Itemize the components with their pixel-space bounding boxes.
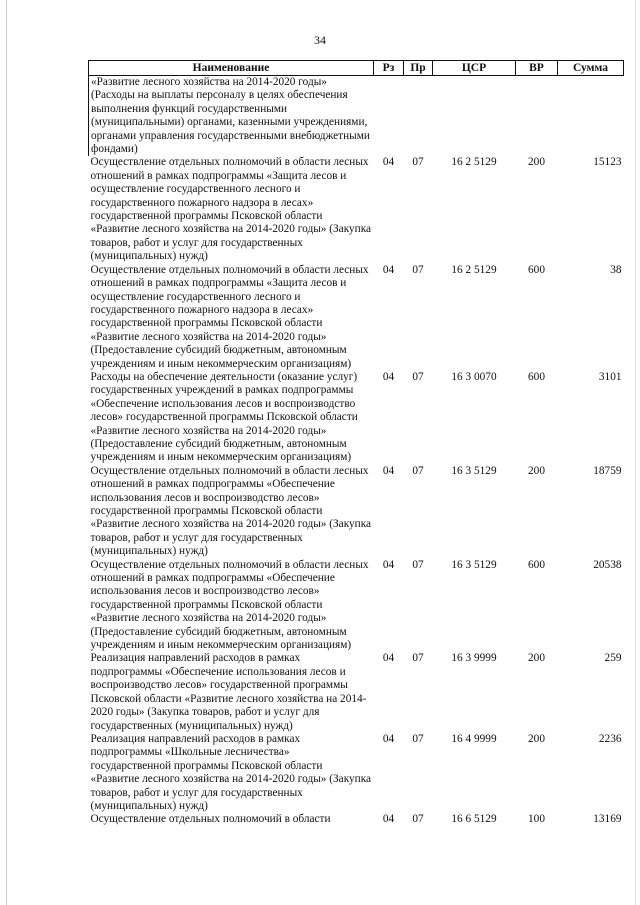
row-rz: 04 [382, 370, 395, 383]
row-name: Осуществление отдельных полномочий в области [90, 813, 331, 826]
row-pr: 07 [412, 370, 424, 383]
table-row [89, 652, 624, 732]
row-rz: 04 [382, 813, 395, 826]
page-number: 34 [314, 33, 326, 47]
table-row [89, 76, 624, 157]
row-sum: 38 [610, 263, 622, 276]
header-name: Наименование [89, 61, 374, 76]
row-name: Осуществление отдельных полномочий в области лесных отношений в рамках подпрограммы «Защита лесов и осуществление государственного лесного и государственного пожарного надзора в лесах» государственной программы Псковской области «Развитие лесного хозяйства на 2014-2020 годы» (Предоставление субсидий бюджетным, автономным учреждениям и иным некоммерческим организациям) [90, 263, 369, 370]
row-pr: 07 [412, 652, 424, 665]
row-rz: 04 [382, 263, 395, 276]
table-row [89, 813, 624, 826]
row-csr: 16 3 5129 [451, 558, 497, 571]
row-name: «Развитие лесного хозяйства на 2014-2020 годы» (Расходы на выплаты персоналу в целях обеспечения выполнения функций государственными (муниципальными) органами, казенными учреждениями, органами управления государственными внебюджетными фондами) [89, 76, 374, 157]
row-vr: 200 [528, 652, 545, 665]
row-vr: 600 [528, 558, 545, 571]
row-vr: 200 [528, 732, 545, 745]
row-csr: 16 2 5129 [451, 156, 497, 169]
row-sum: 3101 [598, 370, 622, 383]
row-rz: 04 [382, 558, 395, 571]
row-csr: 16 3 9999 [451, 652, 497, 665]
table-row [89, 559, 624, 653]
row-pr: 07 [412, 263, 424, 276]
table-row [89, 264, 624, 371]
row-rz: 04 [382, 652, 395, 665]
header-pr: Пр [404, 61, 433, 76]
row-sum [558, 76, 624, 157]
row-sum: 13169 [593, 813, 622, 826]
table-row [89, 465, 624, 559]
row-rz: 04 [382, 732, 395, 745]
row-pr [404, 76, 433, 157]
row-csr: 16 3 5129 [451, 464, 497, 477]
table-row [89, 371, 624, 465]
scan-edge-right [635, 0, 636, 905]
row-rz: 04 [382, 156, 395, 169]
row-sum: 15123 [593, 156, 622, 169]
row-vr: 100 [528, 813, 545, 826]
row-sum: 18759 [593, 464, 622, 477]
header-vr: ВР [516, 61, 558, 76]
row-name: Осуществление отдельных полномочий в области лесных отношений в рамках подпрограммы «Обеспечение использования лесов и воспроизводство лесов» государственной программы Псковской области «Развитие лесного хозяйства на 2014-2020 годы» (Предоставление субсидий бюджетным, автономным учреждениям и иным некоммерческим организациям) [90, 558, 369, 652]
row-name: Реализация направлений расходов в рамках подпрограммы «Школьные лесничества» государственной программы Псковской области «Развитие лесного хозяйства на 2014-2020 годы» (Закупка товаров, работ и услуг для государственных (муниципальных) нужд) [90, 732, 372, 812]
row-csr: 16 2 5129 [451, 263, 497, 276]
row-pr: 07 [412, 813, 424, 826]
row-sum: 2236 [598, 732, 622, 745]
row-vr: 600 [528, 263, 545, 276]
row-vr [516, 76, 558, 157]
header-csr: ЦСР [433, 61, 516, 76]
row-sum: 20538 [593, 558, 622, 571]
budget-table [88, 60, 624, 827]
header-sum: Сумма [558, 61, 624, 76]
row-name: Реализация направлений расходов в рамках подпрограммы «Обеспечение использования лесов и воспроизводство лесов» государственной программы Псковской области «Развитие лесного хозяйства на 2014-2020 годы» (Закупка товаров, работ и услуг для государственных (муниципальных) нужд) [90, 652, 367, 732]
row-pr: 07 [412, 558, 424, 571]
row-csr: 16 4 9999 [451, 732, 497, 745]
row-name: Осуществление отдельных полномочий в области лесных отношений в рамках подпрограммы «Обеспечение использования лесов и воспроизводство лесов» государственной программы Псковской области «Развитие лесного хозяйства на 2014-2020 годы» (Закупка товаров, работ и услуг для государственных (муниципальных) нужд) [90, 464, 372, 558]
row-rz: 04 [382, 464, 395, 477]
scan-edge-left [6, 0, 7, 905]
row-pr: 07 [412, 156, 424, 169]
row-csr: 16 3 0070 [451, 370, 497, 383]
table-header-row [89, 61, 624, 76]
row-vr: 200 [528, 464, 545, 477]
row-rz [374, 76, 404, 157]
row-pr: 07 [412, 732, 424, 745]
row-pr: 07 [412, 464, 424, 477]
table-row [89, 156, 624, 263]
row-vr: 600 [528, 370, 545, 383]
row-vr: 200 [528, 156, 545, 169]
row-name: Расходы на обеспечение деятельности (оказание услуг) государственных учреждений в рамках подпрограммы «Обеспечение использования лесов и воспроизводство лесов» государственной программы Псковской области «Развитие лесного хозяйства на 2014-2020 годы» (Предоставление субсидий бюджетным, автономным учреждениям и иным некоммерческим организациям) [90, 370, 358, 464]
row-name: Осуществление отдельных полномочий в области лесных отношений в рамках подпрограммы «Защита лесов и осуществление государственного лесного и государственного пожарного надзора в лесах» государственной программы Псковской области «Развитие лесного хозяйства на 2014-2020 годы» (Закупка товаров, работ и услуг для государственных (муниципальных) нужд) [90, 156, 372, 263]
table-row [89, 733, 624, 813]
row-csr [433, 76, 516, 157]
row-sum: 259 [604, 652, 622, 665]
row-csr: 16 6 5129 [451, 813, 497, 826]
header-rz: Рз [374, 61, 404, 76]
